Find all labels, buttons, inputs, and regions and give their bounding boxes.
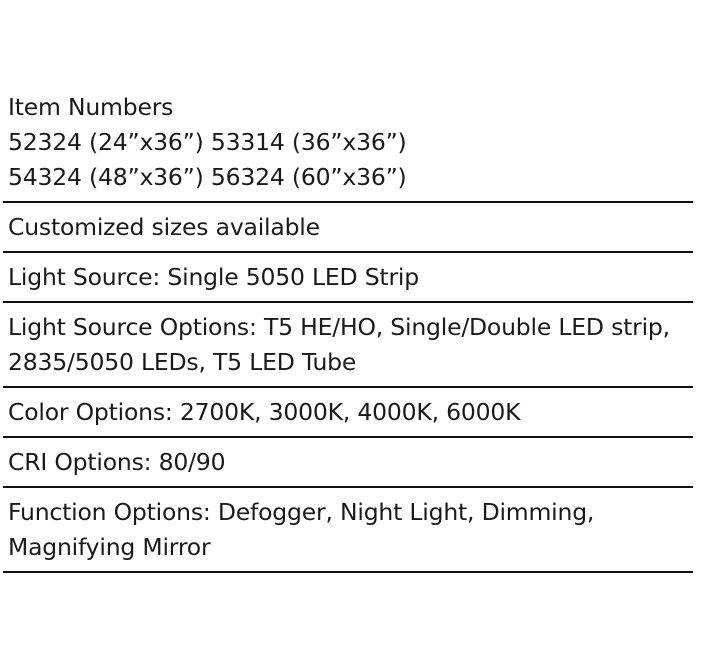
- light-source-options-row: [3, 303, 693, 388]
- light-source-options-line-1: Light Source Options: T5 HE/HO, Single/Double LED strip,: [8, 313, 670, 341]
- light-source-row: [3, 253, 693, 303]
- function-options-line-2: Magnifying Mirror: [8, 533, 211, 561]
- item-numbers-line-1: 52324 (24”x36”) 53314 (36”x36”): [8, 128, 407, 156]
- customized-sizes-row: [3, 203, 693, 253]
- color-options-row: [3, 388, 693, 438]
- item-numbers-row: [3, 90, 693, 203]
- light-source-text: Light Source: Single 5050 LED Strip: [8, 263, 419, 291]
- item-numbers-heading: Item Numbers: [8, 93, 174, 121]
- light-source-options-line-2: 2835/5050 LEDs, T5 LED Tube: [8, 348, 357, 376]
- customized-sizes-text: Customized sizes available: [8, 213, 320, 241]
- function-options-row: [3, 488, 693, 573]
- item-numbers-line-2: 54324 (48”x36”) 56324 (60”x36”): [8, 163, 407, 191]
- cri-options-row: [3, 438, 693, 488]
- color-options-text: Color Options: 2700K, 3000K, 4000K, 6000K: [8, 398, 521, 426]
- function-options-line-1: Function Options: Defogger, Night Light, Dimming,: [8, 498, 595, 526]
- spec-list: [3, 90, 693, 573]
- cri-options-text: CRI Options: 80/90: [8, 448, 226, 476]
